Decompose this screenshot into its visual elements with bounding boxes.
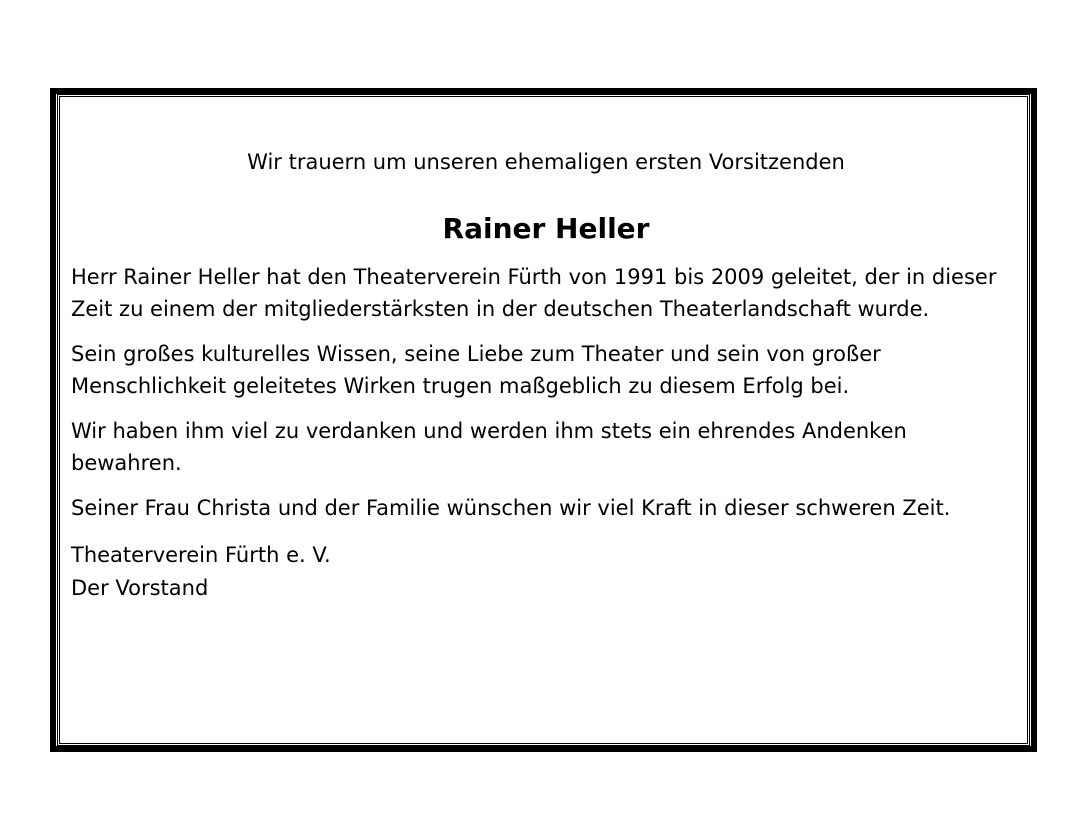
deceased-name: Rainer Heller: [442, 211, 650, 245]
paragraph-tenure: Herr Rainer Heller hat den Theaterverein Fürth von 1991 bis 2009 geleitet, der in dieser Zeit zu einem der mitgliederstärksten in der deutschen Theaterlandschaft wurde.: [71, 264, 997, 321]
intro-line: Wir trauern um unseren ehemaligen ersten Vorsitzenden: [247, 150, 845, 174]
obituary-notice: [71, 146, 1021, 604]
paragraph-condolences: Seiner Frau Christa und der Familie wünschen wir viel Kraft in dieser schweren Zeit.: [71, 495, 951, 520]
signature-organization: Theaterverein Fürth e. V.: [71, 543, 331, 567]
paragraph-legacy: Sein großes kulturelles Wissen, seine Liebe zum Theater und sein von großer Menschlichkeit geleitetes Wirken trugen maßgeblich zu diesem Erfolg bei.: [71, 341, 881, 398]
paragraph-gratitude: Wir haben ihm viel zu verdanken und werden ihm stets ein ehrendes Andenken bewahren.: [71, 418, 907, 475]
signature-board: Der Vorstand: [71, 575, 209, 600]
signature-block: [71, 539, 1021, 604]
